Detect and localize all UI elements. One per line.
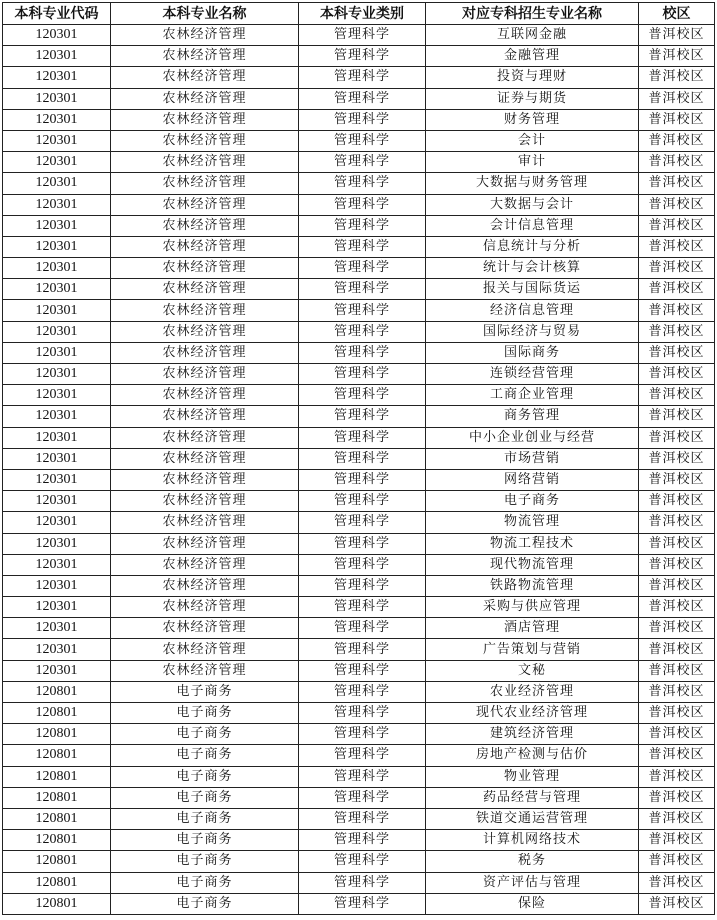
cell-undergrad-category: 管理科学 xyxy=(299,385,426,406)
cell-college-major-name: 审计 xyxy=(426,152,639,173)
cell-campus: 普洱校区 xyxy=(639,469,715,490)
table-row xyxy=(3,830,715,851)
cell-undergrad-category: 管理科学 xyxy=(299,215,426,236)
cell-undergrad-category: 管理科学 xyxy=(299,597,426,618)
table-row xyxy=(3,575,715,596)
cell-undergrad-category: 管理科学 xyxy=(299,830,426,851)
cell-undergrad-code: 120301 xyxy=(3,258,111,279)
cell-campus: 普洱校区 xyxy=(639,851,715,872)
cell-undergrad-code: 120301 xyxy=(3,427,111,448)
cell-campus: 普洱校区 xyxy=(639,512,715,533)
cell-undergrad-category: 管理科学 xyxy=(299,766,426,787)
cell-undergrad-name: 农林经济管理 xyxy=(111,597,299,618)
cell-college-major-name: 计算机网络技术 xyxy=(426,830,639,851)
cell-undergrad-code: 120301 xyxy=(3,554,111,575)
cell-campus: 普洱校区 xyxy=(639,67,715,88)
cell-undergrad-name: 农林经济管理 xyxy=(111,46,299,67)
cell-undergrad-code: 120801 xyxy=(3,893,111,914)
cell-undergrad-code: 120301 xyxy=(3,469,111,490)
cell-undergrad-name: 农林经济管理 xyxy=(111,215,299,236)
cell-undergrad-name: 农林经济管理 xyxy=(111,236,299,257)
cell-campus: 普洱校区 xyxy=(639,597,715,618)
cell-undergrad-category: 管理科学 xyxy=(299,469,426,490)
cell-undergrad-name: 电子商务 xyxy=(111,893,299,914)
cell-undergrad-name: 农林经济管理 xyxy=(111,25,299,46)
cell-undergrad-code: 120301 xyxy=(3,215,111,236)
cell-undergrad-category: 管理科学 xyxy=(299,236,426,257)
cell-college-major-name: 会计信息管理 xyxy=(426,215,639,236)
cell-college-major-name: 报关与国际货运 xyxy=(426,279,639,300)
cell-undergrad-category: 管理科学 xyxy=(299,152,426,173)
cell-campus: 普洱校区 xyxy=(639,448,715,469)
cell-undergrad-category: 管理科学 xyxy=(299,787,426,808)
cell-undergrad-name: 电子商务 xyxy=(111,830,299,851)
table-row xyxy=(3,491,715,512)
cell-undergrad-name: 农林经济管理 xyxy=(111,279,299,300)
cell-campus: 普洱校区 xyxy=(639,88,715,109)
cell-undergrad-code: 120801 xyxy=(3,681,111,702)
cell-undergrad-name: 农林经济管理 xyxy=(111,512,299,533)
cell-undergrad-code: 120301 xyxy=(3,364,111,385)
cell-college-major-name: 工商企业管理 xyxy=(426,385,639,406)
cell-undergrad-name: 农林经济管理 xyxy=(111,406,299,427)
table-row xyxy=(3,851,715,872)
header-campus: 校区 xyxy=(639,3,715,25)
table-row xyxy=(3,427,715,448)
cell-undergrad-category: 管理科学 xyxy=(299,851,426,872)
cell-undergrad-code: 120801 xyxy=(3,851,111,872)
cell-undergrad-code: 120301 xyxy=(3,46,111,67)
cell-campus: 普洱校区 xyxy=(639,639,715,660)
cell-college-major-name: 税务 xyxy=(426,851,639,872)
cell-campus: 普洱校区 xyxy=(639,173,715,194)
table-row xyxy=(3,236,715,257)
cell-campus: 普洱校区 xyxy=(639,618,715,639)
cell-campus: 普洱校区 xyxy=(639,46,715,67)
cell-undergrad-name: 农林经济管理 xyxy=(111,448,299,469)
cell-undergrad-category: 管理科学 xyxy=(299,173,426,194)
cell-college-major-name: 酒店管理 xyxy=(426,618,639,639)
cell-campus: 普洱校区 xyxy=(639,236,715,257)
cell-undergrad-name: 农林经济管理 xyxy=(111,491,299,512)
cell-campus: 普洱校区 xyxy=(639,724,715,745)
cell-college-major-name: 保险 xyxy=(426,893,639,914)
header-undergrad-code: 本科专业代码 xyxy=(3,3,111,25)
cell-undergrad-category: 管理科学 xyxy=(299,618,426,639)
cell-campus: 普洱校区 xyxy=(639,194,715,215)
table-row xyxy=(3,787,715,808)
cell-undergrad-name: 电子商务 xyxy=(111,872,299,893)
cell-undergrad-code: 120301 xyxy=(3,618,111,639)
cell-undergrad-code: 120301 xyxy=(3,639,111,660)
cell-college-major-name: 现代物流管理 xyxy=(426,554,639,575)
cell-undergrad-code: 120301 xyxy=(3,491,111,512)
table-row xyxy=(3,215,715,236)
cell-campus: 普洱校区 xyxy=(639,342,715,363)
major-mapping-table xyxy=(2,2,715,915)
cell-undergrad-code: 120301 xyxy=(3,25,111,46)
cell-campus: 普洱校区 xyxy=(639,787,715,808)
cell-undergrad-code: 120301 xyxy=(3,279,111,300)
table-row xyxy=(3,88,715,109)
cell-college-major-name: 金融管理 xyxy=(426,46,639,67)
cell-undergrad-name: 农林经济管理 xyxy=(111,321,299,342)
cell-undergrad-code: 120301 xyxy=(3,88,111,109)
cell-college-major-name: 现代农业经济管理 xyxy=(426,703,639,724)
cell-college-major-name: 铁道交通运营管理 xyxy=(426,808,639,829)
cell-undergrad-name: 农林经济管理 xyxy=(111,194,299,215)
header-undergrad-name: 本科专业名称 xyxy=(111,3,299,25)
cell-college-major-name: 会计 xyxy=(426,130,639,151)
cell-college-major-name: 经济信息管理 xyxy=(426,300,639,321)
cell-undergrad-category: 管理科学 xyxy=(299,724,426,745)
cell-undergrad-category: 管理科学 xyxy=(299,681,426,702)
table-row xyxy=(3,872,715,893)
cell-undergrad-code: 120301 xyxy=(3,109,111,130)
cell-college-major-name: 证券与期货 xyxy=(426,88,639,109)
cell-college-major-name: 广告策划与营销 xyxy=(426,639,639,660)
cell-undergrad-category: 管理科学 xyxy=(299,321,426,342)
cell-undergrad-name: 电子商务 xyxy=(111,808,299,829)
cell-undergrad-category: 管理科学 xyxy=(299,491,426,512)
cell-undergrad-name: 农林经济管理 xyxy=(111,152,299,173)
cell-college-major-name: 统计与会计核算 xyxy=(426,258,639,279)
cell-undergrad-category: 管理科学 xyxy=(299,46,426,67)
table-row xyxy=(3,597,715,618)
cell-undergrad-code: 120801 xyxy=(3,872,111,893)
cell-college-major-name: 采购与供应管理 xyxy=(426,597,639,618)
table-row xyxy=(3,46,715,67)
cell-campus: 普洱校区 xyxy=(639,830,715,851)
table-row xyxy=(3,364,715,385)
cell-college-major-name: 网络营销 xyxy=(426,469,639,490)
table-row xyxy=(3,25,715,46)
table-row xyxy=(3,703,715,724)
table-row xyxy=(3,724,715,745)
cell-college-major-name: 资产评估与管理 xyxy=(426,872,639,893)
cell-campus: 普洱校区 xyxy=(639,321,715,342)
cell-college-major-name: 信息统计与分析 xyxy=(426,236,639,257)
cell-undergrad-category: 管理科学 xyxy=(299,406,426,427)
cell-college-major-name: 大数据与会计 xyxy=(426,194,639,215)
table-row xyxy=(3,448,715,469)
cell-campus: 普洱校区 xyxy=(639,703,715,724)
cell-college-major-name: 房地产检测与估价 xyxy=(426,745,639,766)
cell-college-major-name: 铁路物流管理 xyxy=(426,575,639,596)
table-row xyxy=(3,745,715,766)
cell-undergrad-name: 农林经济管理 xyxy=(111,533,299,554)
cell-undergrad-name: 农林经济管理 xyxy=(111,342,299,363)
cell-undergrad-name: 电子商务 xyxy=(111,851,299,872)
cell-campus: 普洱校区 xyxy=(639,872,715,893)
table-body xyxy=(3,25,715,915)
cell-campus: 普洱校区 xyxy=(639,130,715,151)
cell-undergrad-category: 管理科学 xyxy=(299,703,426,724)
cell-undergrad-name: 农林经济管理 xyxy=(111,639,299,660)
cell-undergrad-name: 农林经济管理 xyxy=(111,130,299,151)
cell-undergrad-category: 管理科学 xyxy=(299,194,426,215)
document-page xyxy=(2,2,715,915)
cell-undergrad-code: 120301 xyxy=(3,448,111,469)
cell-campus: 普洱校区 xyxy=(639,152,715,173)
cell-college-major-name: 国际商务 xyxy=(426,342,639,363)
cell-undergrad-name: 农林经济管理 xyxy=(111,364,299,385)
cell-campus: 普洱校区 xyxy=(639,258,715,279)
cell-undergrad-category: 管理科学 xyxy=(299,67,426,88)
cell-undergrad-name: 农林经济管理 xyxy=(111,469,299,490)
cell-undergrad-name: 农林经济管理 xyxy=(111,300,299,321)
cell-college-major-name: 大数据与财务管理 xyxy=(426,173,639,194)
cell-campus: 普洱校区 xyxy=(639,766,715,787)
cell-undergrad-category: 管理科学 xyxy=(299,533,426,554)
cell-undergrad-code: 120801 xyxy=(3,830,111,851)
cell-college-major-name: 建筑经济管理 xyxy=(426,724,639,745)
cell-undergrad-category: 管理科学 xyxy=(299,512,426,533)
cell-undergrad-code: 120801 xyxy=(3,745,111,766)
cell-undergrad-code: 120801 xyxy=(3,787,111,808)
cell-campus: 普洱校区 xyxy=(639,109,715,130)
cell-campus: 普洱校区 xyxy=(639,681,715,702)
cell-campus: 普洱校区 xyxy=(639,808,715,829)
cell-college-major-name: 农业经济管理 xyxy=(426,681,639,702)
table-row xyxy=(3,67,715,88)
cell-undergrad-category: 管理科学 xyxy=(299,109,426,130)
cell-undergrad-code: 120801 xyxy=(3,808,111,829)
table-row xyxy=(3,893,715,914)
cell-undergrad-category: 管理科学 xyxy=(299,639,426,660)
cell-campus: 普洱校区 xyxy=(639,25,715,46)
cell-campus: 普洱校区 xyxy=(639,406,715,427)
cell-undergrad-category: 管理科学 xyxy=(299,448,426,469)
table-row xyxy=(3,279,715,300)
table-row xyxy=(3,469,715,490)
cell-undergrad-code: 120301 xyxy=(3,152,111,173)
cell-undergrad-category: 管理科学 xyxy=(299,554,426,575)
cell-undergrad-name: 农林经济管理 xyxy=(111,554,299,575)
cell-undergrad-category: 管理科学 xyxy=(299,872,426,893)
table-row xyxy=(3,512,715,533)
cell-undergrad-code: 120801 xyxy=(3,703,111,724)
cell-campus: 普洱校区 xyxy=(639,893,715,914)
cell-campus: 普洱校区 xyxy=(639,660,715,681)
table-row xyxy=(3,109,715,130)
cell-undergrad-code: 120801 xyxy=(3,724,111,745)
cell-undergrad-name: 农林经济管理 xyxy=(111,258,299,279)
cell-college-major-name: 物业管理 xyxy=(426,766,639,787)
cell-college-major-name: 物流工程技术 xyxy=(426,533,639,554)
cell-undergrad-name: 农林经济管理 xyxy=(111,575,299,596)
cell-undergrad-category: 管理科学 xyxy=(299,342,426,363)
cell-undergrad-name: 农林经济管理 xyxy=(111,173,299,194)
table-row xyxy=(3,194,715,215)
cell-undergrad-name: 农林经济管理 xyxy=(111,660,299,681)
cell-undergrad-code: 120301 xyxy=(3,173,111,194)
cell-college-major-name: 财务管理 xyxy=(426,109,639,130)
cell-undergrad-name: 电子商务 xyxy=(111,681,299,702)
table-row xyxy=(3,258,715,279)
cell-undergrad-code: 120301 xyxy=(3,67,111,88)
table-row xyxy=(3,660,715,681)
cell-campus: 普洱校区 xyxy=(639,300,715,321)
table-row xyxy=(3,152,715,173)
table-row xyxy=(3,321,715,342)
cell-undergrad-category: 管理科学 xyxy=(299,745,426,766)
cell-undergrad-category: 管理科学 xyxy=(299,364,426,385)
table-row xyxy=(3,554,715,575)
cell-college-major-name: 电子商务 xyxy=(426,491,639,512)
table-row xyxy=(3,385,715,406)
cell-campus: 普洱校区 xyxy=(639,745,715,766)
cell-campus: 普洱校区 xyxy=(639,491,715,512)
cell-undergrad-code: 120301 xyxy=(3,385,111,406)
cell-undergrad-category: 管理科学 xyxy=(299,893,426,914)
cell-undergrad-name: 电子商务 xyxy=(111,724,299,745)
header-undergrad-category: 本科专业类别 xyxy=(299,3,426,25)
table-row xyxy=(3,342,715,363)
cell-undergrad-name: 农林经济管理 xyxy=(111,67,299,88)
table-row xyxy=(3,618,715,639)
cell-undergrad-code: 120301 xyxy=(3,130,111,151)
cell-college-major-name: 连锁经营管理 xyxy=(426,364,639,385)
cell-college-major-name: 物流管理 xyxy=(426,512,639,533)
cell-college-major-name: 互联网金融 xyxy=(426,25,639,46)
cell-undergrad-category: 管理科学 xyxy=(299,88,426,109)
table-row xyxy=(3,300,715,321)
table-row xyxy=(3,639,715,660)
cell-undergrad-category: 管理科学 xyxy=(299,427,426,448)
cell-college-major-name: 商务管理 xyxy=(426,406,639,427)
cell-undergrad-code: 120801 xyxy=(3,766,111,787)
cell-undergrad-name: 电子商务 xyxy=(111,703,299,724)
cell-undergrad-name: 农林经济管理 xyxy=(111,109,299,130)
cell-undergrad-code: 120301 xyxy=(3,342,111,363)
cell-undergrad-category: 管理科学 xyxy=(299,300,426,321)
table-row xyxy=(3,130,715,151)
table-header-row xyxy=(3,3,715,25)
cell-undergrad-name: 农林经济管理 xyxy=(111,88,299,109)
cell-college-major-name: 市场营销 xyxy=(426,448,639,469)
cell-undergrad-name: 电子商务 xyxy=(111,787,299,808)
cell-undergrad-name: 电子商务 xyxy=(111,745,299,766)
cell-undergrad-code: 120301 xyxy=(3,575,111,596)
cell-undergrad-category: 管理科学 xyxy=(299,25,426,46)
cell-campus: 普洱校区 xyxy=(639,385,715,406)
cell-undergrad-name: 农林经济管理 xyxy=(111,385,299,406)
cell-undergrad-name: 电子商务 xyxy=(111,766,299,787)
cell-campus: 普洱校区 xyxy=(639,279,715,300)
cell-undergrad-category: 管理科学 xyxy=(299,258,426,279)
cell-undergrad-code: 120301 xyxy=(3,300,111,321)
cell-undergrad-code: 120301 xyxy=(3,660,111,681)
cell-undergrad-category: 管理科学 xyxy=(299,575,426,596)
cell-undergrad-category: 管理科学 xyxy=(299,660,426,681)
cell-undergrad-code: 120301 xyxy=(3,533,111,554)
cell-undergrad-category: 管理科学 xyxy=(299,808,426,829)
cell-undergrad-code: 120301 xyxy=(3,512,111,533)
table-row xyxy=(3,406,715,427)
cell-campus: 普洱校区 xyxy=(639,364,715,385)
table-row xyxy=(3,173,715,194)
cell-college-major-name: 文秘 xyxy=(426,660,639,681)
header-college-major-name: 对应专科招生专业名称 xyxy=(426,3,639,25)
table-row xyxy=(3,533,715,554)
cell-undergrad-code: 120301 xyxy=(3,194,111,215)
cell-undergrad-name: 农林经济管理 xyxy=(111,618,299,639)
table-row xyxy=(3,681,715,702)
cell-college-major-name: 国际经济与贸易 xyxy=(426,321,639,342)
cell-college-major-name: 中小企业创业与经营 xyxy=(426,427,639,448)
cell-campus: 普洱校区 xyxy=(639,215,715,236)
cell-campus: 普洱校区 xyxy=(639,554,715,575)
cell-undergrad-category: 管理科学 xyxy=(299,130,426,151)
cell-campus: 普洱校区 xyxy=(639,533,715,554)
cell-undergrad-code: 120301 xyxy=(3,406,111,427)
table-row xyxy=(3,766,715,787)
cell-campus: 普洱校区 xyxy=(639,575,715,596)
cell-undergrad-code: 120301 xyxy=(3,597,111,618)
table-row xyxy=(3,808,715,829)
cell-undergrad-code: 120301 xyxy=(3,321,111,342)
cell-undergrad-name: 农林经济管理 xyxy=(111,427,299,448)
cell-college-major-name: 药品经营与管理 xyxy=(426,787,639,808)
cell-college-major-name: 投资与理财 xyxy=(426,67,639,88)
cell-undergrad-code: 120301 xyxy=(3,236,111,257)
cell-undergrad-category: 管理科学 xyxy=(299,279,426,300)
cell-campus: 普洱校区 xyxy=(639,427,715,448)
